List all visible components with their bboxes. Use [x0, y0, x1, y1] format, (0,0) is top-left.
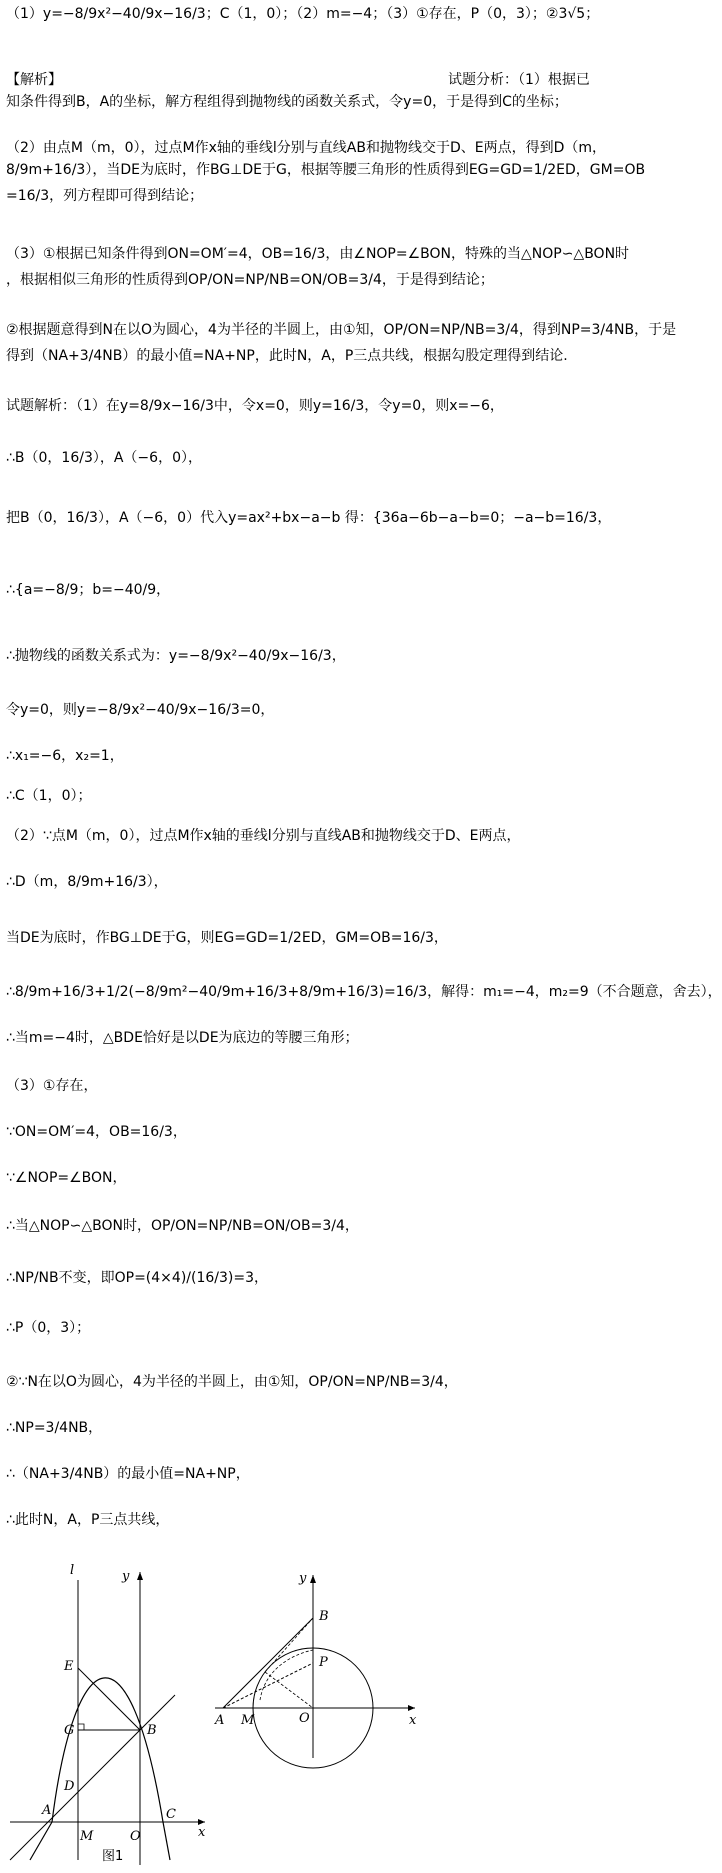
text-line: 8/9m+16/3），当DE为底时，作BG⊥DE于G，根据等腰三角形的性质得到EG=GD=1/2ED，GM=OB: [6, 162, 646, 178]
text-line: ∴当m=−4时，△BDE恰好是以DE为底边的等腰三角形；: [6, 1030, 359, 1046]
analysis-heading: 【解析】: [6, 72, 62, 88]
label-y: y: [122, 1569, 130, 1584]
text-line: ②根据题意得到N在以O为圆心，4为半径的半圆上，由①知，OP/ON=NP/NB=3/4，得到NP=3/4NB，于是: [6, 322, 677, 338]
text-line: ∴P（0，3）；: [6, 1320, 91, 1336]
text-line: （3）①根据已知条件得到ON=OM′=4，OB=16/3，由∠NOP=∠BON，特殊的当△NOP∽△BON时: [6, 246, 630, 262]
text-line: 得到（NA+3/4NB）的最小值=NA+NP，此时N，A，P三点共线，根据勾股定理得到结论.: [6, 348, 568, 364]
text-line: ②∵N在以O为圆心，4为半径的半圆上，由①知，OP/ON=NP/NB=3/4，: [6, 1374, 458, 1390]
label-x: x: [409, 1713, 417, 1728]
text-line: （2）由点M（m，0），过点M作x轴的垂线l分别与直线AB和抛物线交于D、E两点，得到D（m，: [6, 140, 607, 156]
text-line: 令y=0，则y=−8/9x²−40/9x−16/3=0，: [6, 702, 275, 718]
label-c: C: [166, 1807, 176, 1822]
label-x: x: [198, 1825, 206, 1840]
label-l: l: [70, 1563, 75, 1578]
text-line: （3）①存在，: [6, 1078, 98, 1094]
text-line: ∴此时N，A，P三点共线，: [6, 1512, 170, 1528]
dashed-arc: [260, 1650, 313, 1700]
label-b: B: [147, 1723, 157, 1738]
right-angle-mark: [78, 1724, 84, 1730]
text-line: ∴NP=3/4NB，: [6, 1420, 103, 1436]
text-line: ∴C（1，0）；: [6, 788, 92, 804]
label-a: A: [42, 1803, 52, 1818]
analysis-intro: 试题分析：（1）根据已: [448, 72, 590, 88]
label-m: M: [80, 1829, 94, 1844]
label-e: E: [64, 1659, 74, 1674]
figure-2-circle-diagram: [215, 1560, 440, 1760]
text-line: ∴8/9m+16/3+1/2(−8/9m²−40/9m+16/3+8/9m+16/3)=16/3，解得：m₁=−4，m₂=9（不合题意，舍去），: [6, 984, 722, 1000]
text-line: 把B（0，16/3），A（−6，0）代入y=ax²+bx−a−b 得：{36a−6b−a−b=0；−a−b=16/3，: [6, 510, 612, 526]
label-y: y: [299, 1571, 307, 1586]
text-line: ∴x₁=−6，x₂=1，: [6, 748, 124, 764]
x-axis-arrow: [408, 1705, 415, 1711]
text-line: （2）∵点M（m，0），过点M作x轴的垂线l分别与直线AB和抛物线交于D、E两点，: [6, 828, 521, 844]
label-d: D: [64, 1779, 75, 1794]
text-line: 当DE为底时，作BG⊥DE于G，则EG=GD=1/2ED，GM=OB=16/3，: [6, 930, 448, 946]
parabola-left-tail: [30, 1822, 52, 1860]
text-line: ∵ON=OM′=4，OB=16/3，: [6, 1124, 187, 1140]
segment-eb: [78, 1668, 140, 1730]
text-line: ∴抛物线的函数关系式为：y=−8/9x²−40/9x−16/3，: [6, 648, 346, 664]
text-line: ∵∠NOP=∠BON，: [6, 1170, 127, 1186]
text-line: ∴（NA+3/4NB）的最小值=NA+NP，: [6, 1466, 250, 1482]
figure-1-parabola-diagram: [0, 1560, 215, 1870]
label-p: P: [319, 1655, 328, 1670]
label-o: O: [130, 1829, 141, 1844]
parabola-curve: [52, 1678, 163, 1822]
segment-nb: [265, 1618, 313, 1672]
text-line: ∴B（0，16/3），A（−6，0），: [6, 450, 202, 466]
text-line: ∴D（m，8/9m+16/3），: [6, 874, 168, 890]
label-a: A: [215, 1713, 225, 1728]
y-axis-arrow: [137, 1572, 143, 1580]
solution-heading: 试题解析：（1）在y=8/9x−16/3中，令x=0，则y=16/3，令y=0，则x=−6，: [6, 398, 504, 414]
answer-summary: （1）y=−8/9x²−40/9x−16/3；C（1，0）；（2）m=−4；（3）①存在，P（0，3）；②3√5；: [6, 6, 600, 22]
text-line: ∴{a=−8/9；b=−40/9，: [6, 582, 171, 598]
text-line: 知条件得到B，A的坐标，解方程组得到抛物线的函数关系式，令y=0，于是得到C的坐标；: [6, 94, 568, 110]
line-ab: [223, 1618, 313, 1708]
figure-1-caption: 图1: [102, 1849, 124, 1864]
parabola-right-tail: [163, 1822, 170, 1860]
label-o: O: [299, 1711, 310, 1726]
text-line: ∴当△NOP∽△BON时，OP/ON=NP/NB=ON/OB=3/4，: [6, 1218, 359, 1234]
y-axis-arrow: [310, 1575, 316, 1583]
text-line: ∴NP/NB不变，即OP=(4×4)/(16/3)=3，: [6, 1270, 268, 1286]
text-line: ，根据相似三角形的性质得到OP/ON=NP/NB=ON/OB=3/4，于是得到结论；: [6, 272, 494, 288]
label-g: G: [64, 1723, 75, 1738]
segment-no: [265, 1672, 313, 1708]
label-m: M: [241, 1713, 255, 1728]
text-line: =16/3，列方程即可得到结论；: [6, 188, 204, 204]
label-b: B: [319, 1609, 329, 1624]
segment-ap: [223, 1663, 313, 1708]
